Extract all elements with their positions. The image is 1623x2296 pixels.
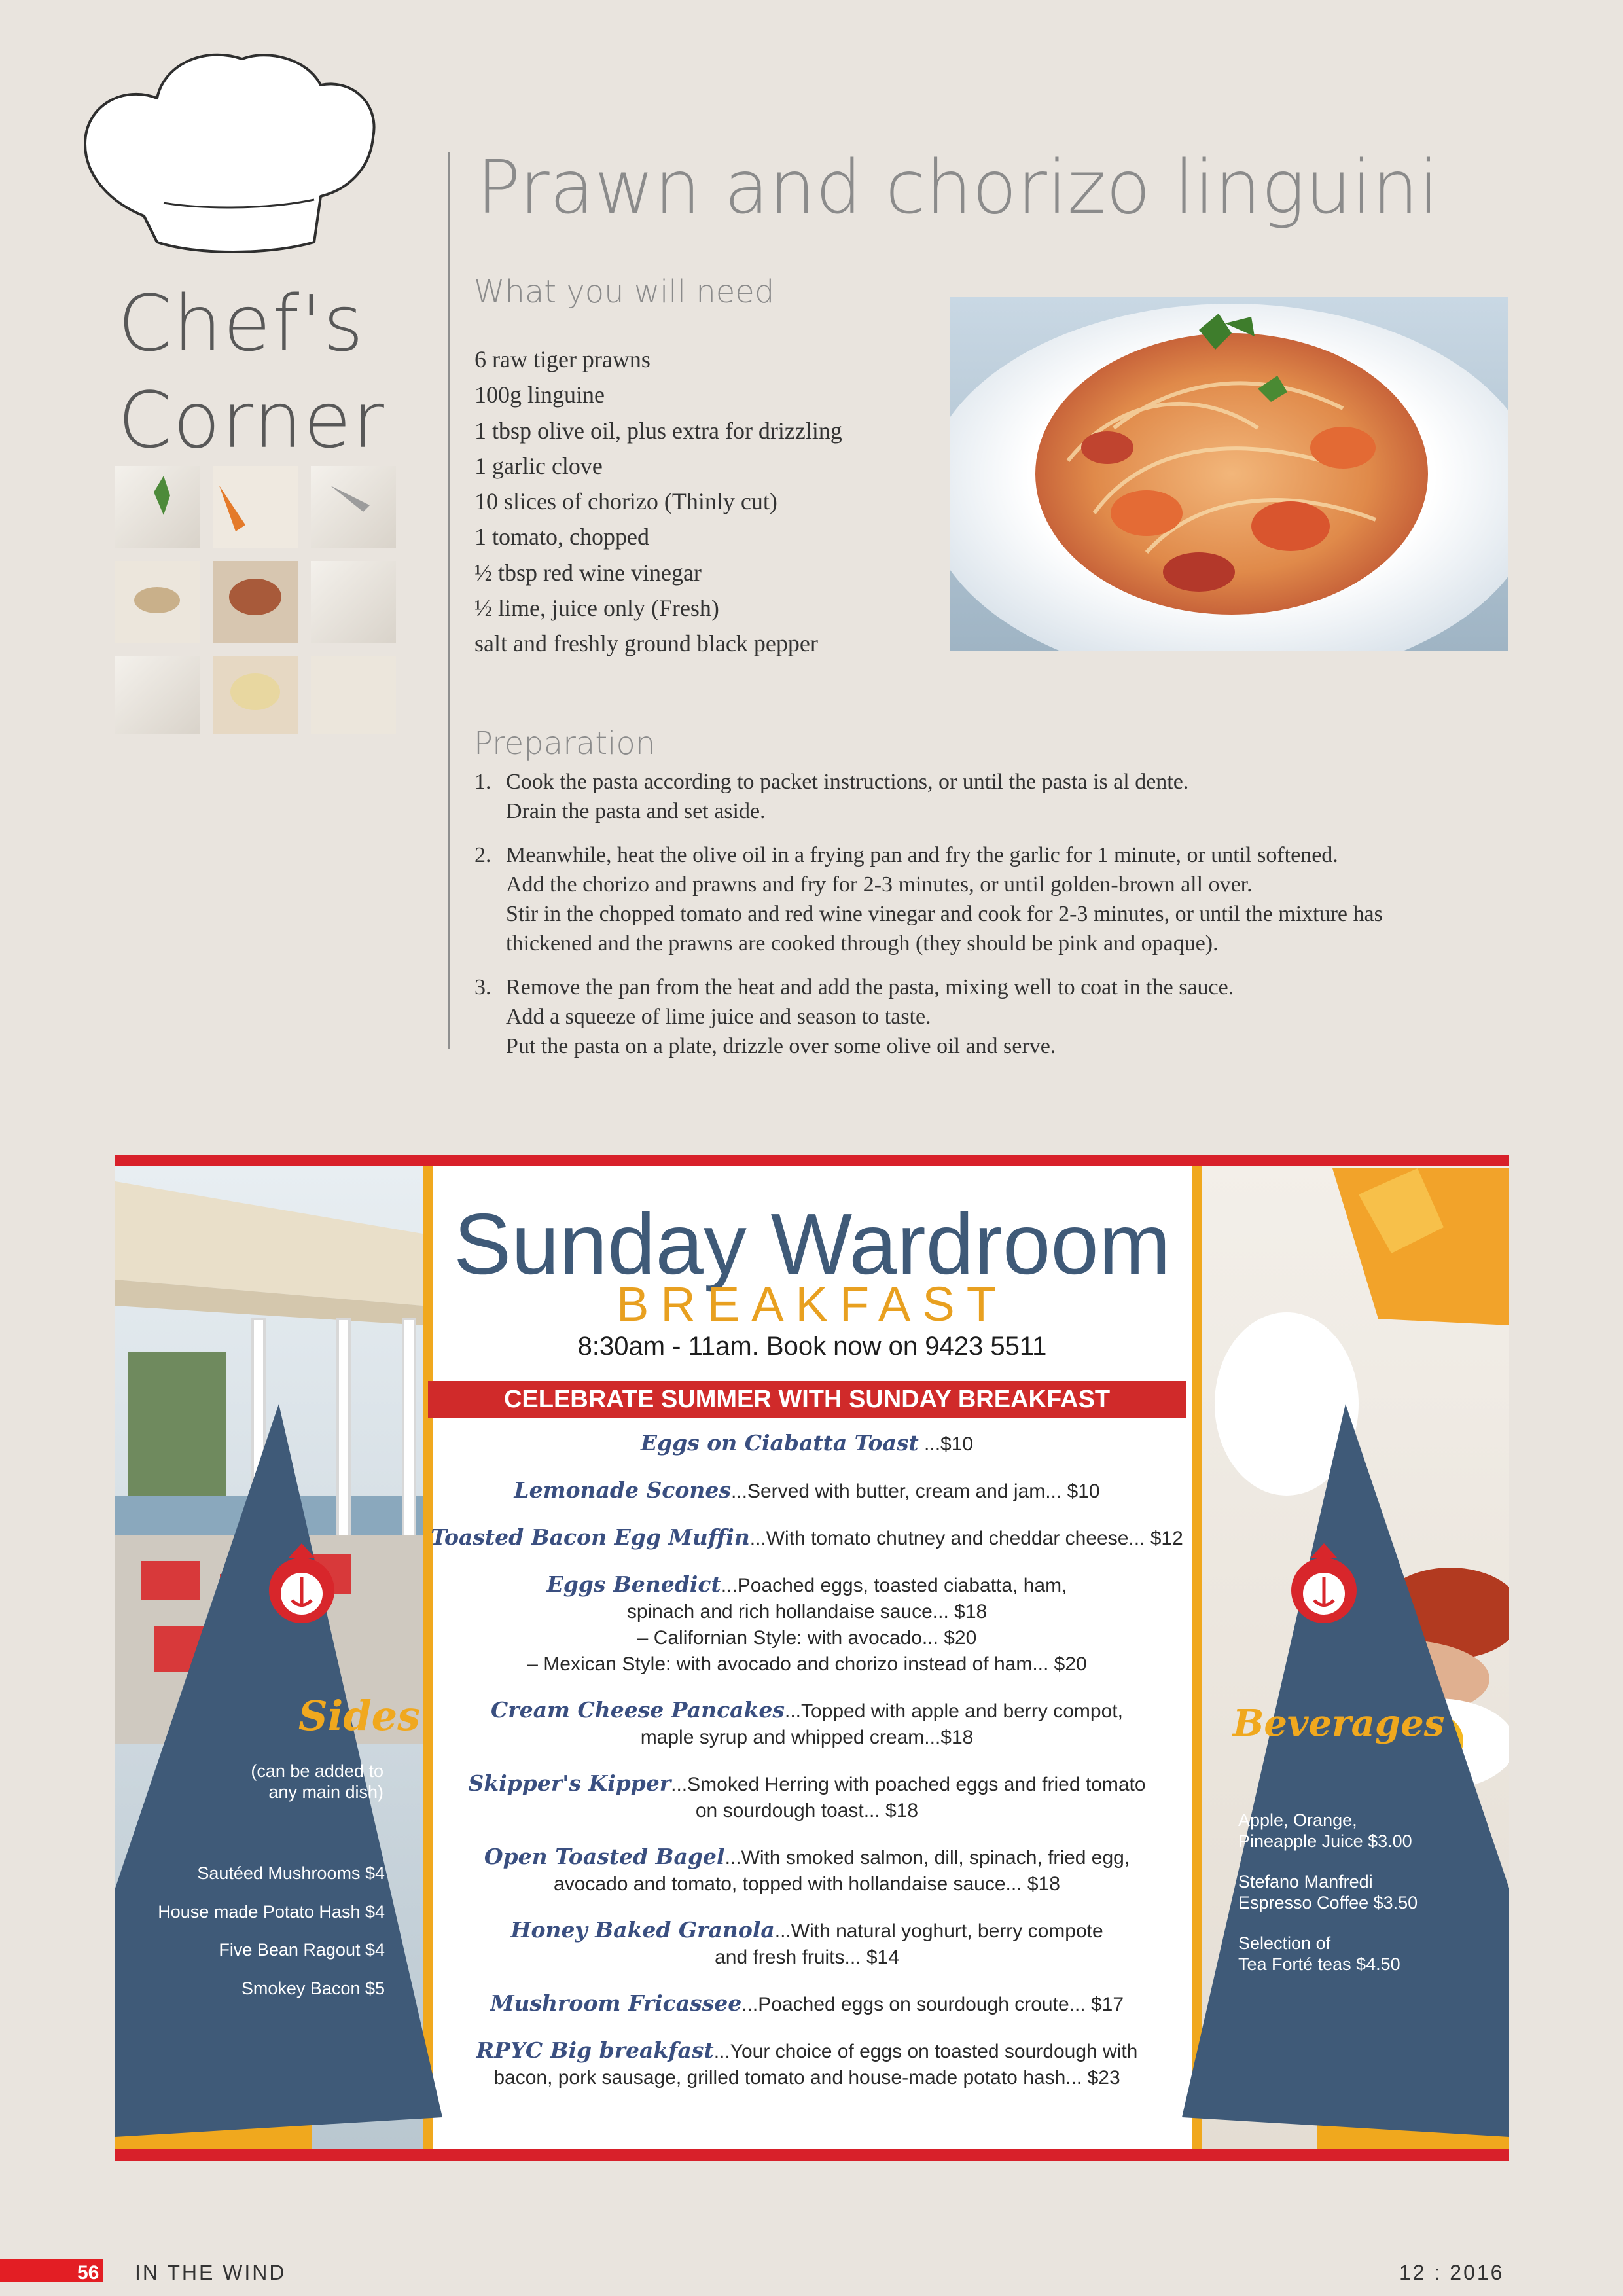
side-item: Sautéed Mushrooms $4 [197, 1863, 385, 1883]
dish-detail: ...With smoked salmon, dill, spinach, fried egg, [724, 1847, 1130, 1869]
sides-list [115, 1854, 385, 2007]
preparation-heading: Preparation [474, 725, 656, 762]
dish-detail: ...With natural yoghurt, berry compote [774, 1920, 1103, 1942]
preparation-steps [474, 767, 1495, 1075]
vertical-divider [448, 152, 450, 1049]
menu-item [428, 2037, 1186, 2091]
dish-detail: ...Smoked Herring with poached eggs and fried tomato [671, 1774, 1146, 1795]
beverage-line: Apple, Orange, [1238, 1810, 1357, 1830]
dish-detail: – Californian Style: with avocado... $20 [637, 1627, 977, 1649]
magazine-name: IN THE WIND [135, 2261, 287, 2284]
sides-heading: Sides [298, 1692, 421, 1740]
step-line: Meanwhile, heat the olive oil in a frying pan and fry the garlic for 1 minute, or until softened. [506, 843, 1338, 867]
step-number: 1. [474, 770, 491, 794]
beverage-item [1238, 1933, 1461, 1975]
menu-item [428, 1770, 1186, 1824]
dish-name: Lemonade Scones [514, 1477, 731, 1503]
dish-detail: ...With tomato chutney and cheddar cheese... $12 [749, 1528, 1183, 1549]
step-number: 2. [474, 843, 491, 867]
dish-detail: on sourdough toast... $18 [695, 1800, 919, 1821]
ingredients-list [474, 342, 842, 662]
beverage-line: Espresso Coffee $3.50 [1238, 1893, 1418, 1912]
menu-item [428, 1524, 1186, 1552]
step-line: Cook the pasta according to packet instructions, or until the pasta is al dente. [506, 770, 1189, 794]
ingredients-heading: What you will need [474, 274, 775, 310]
ingredient-item: 6 raw tiger prawns [474, 346, 651, 372]
side-item: Five Bean Ragout $4 [219, 1940, 385, 1960]
step-line: Add the chorizo and prawns and fry for 2-3 minutes, or until golden-brown all over. [506, 872, 1253, 897]
page-number: 56 [77, 2262, 99, 2284]
menu-item [428, 1571, 1186, 1677]
beverages-list [1238, 1810, 1461, 1994]
beverage-line: Tea Forté teas $4.50 [1238, 1954, 1400, 1974]
step-line: Put the pasta on a plate, drizzle over some olive oil and serve. [506, 1034, 1056, 1058]
menu-item [428, 1844, 1186, 1897]
menu-item [428, 1477, 1186, 1505]
menu-item [428, 1697, 1186, 1751]
ad-top-bar [115, 1155, 1509, 1166]
dish-detail: spinach and rich hollandaise sauce... $18 [626, 1601, 988, 1623]
ingredient-item: 100g linguine [474, 382, 605, 408]
ad-bottom-bar [115, 2149, 1509, 2161]
beverages-heading: Beverages [1233, 1702, 1445, 1745]
side-item: House made Potato Hash $4 [158, 1901, 385, 1922]
menu-item [428, 1430, 1186, 1458]
ad-subtitle: BREAKFAST [616, 1277, 1008, 1331]
preparation-step [474, 973, 1495, 1061]
step-number: 3. [474, 975, 491, 999]
ingredient-item: ½ lime, juice only (Fresh) [474, 595, 719, 622]
menu-item [428, 1917, 1186, 1971]
food-collage-image [115, 466, 397, 734]
pasta-dish-photo [950, 297, 1508, 651]
menu-item [428, 1990, 1186, 2018]
step-line: Drain the pasta and set aside. [506, 799, 766, 823]
dish-name: Eggs on Ciabatta Toast [640, 1430, 919, 1456]
step-line: Add a squeeze of lime juice and season to taste. [506, 1005, 931, 1029]
breakfast-advertisement [115, 1155, 1509, 2161]
step-line: thickened and the prawns are cooked through (they should be pink and opaque). [506, 931, 1219, 956]
issue-date: 12 : 2016 [1399, 2261, 1505, 2284]
beverage-item [1238, 1810, 1461, 1852]
beverage-item [1238, 1871, 1461, 1913]
promo-banner: CELEBRATE SUMMER WITH SUNDAY BREAKFAST [428, 1381, 1186, 1418]
dish-detail: and fresh fruits... $14 [715, 1946, 899, 1968]
dish-detail: ...Poached eggs on sourdough croute... $17 [741, 1994, 1124, 2015]
dish-name: Honey Baked Granola [510, 1917, 775, 1943]
dish-name: Open Toasted Bagel [484, 1844, 725, 1869]
beverage-line: Pineapple Juice $3.00 [1238, 1831, 1412, 1851]
dish-name: Mushroom Fricassee [490, 1990, 742, 2016]
dish-name: Skipper's Kipper [468, 1770, 671, 1796]
ingredient-item: ½ tbsp red wine vinegar [474, 559, 702, 586]
chef-hat-icon [72, 46, 386, 262]
ingredient-item: 1 tbsp olive oil, plus extra for drizzling [474, 417, 842, 444]
dish-detail: ...Topped with apple and berry compot, [784, 1700, 1123, 1722]
ingredient-item: salt and freshly ground black pepper [474, 630, 818, 657]
dish-name: RPYC Big breakfast [476, 2037, 714, 2063]
dish-detail: bacon, pork sausage, grilled tomato and house-made potato hash... $23 [493, 2067, 1120, 2089]
side-item: Smokey Bacon $5 [241, 1978, 385, 1998]
booking-info: 8:30am - 11am. Book now on 9423 5511 [577, 1332, 1047, 1361]
step-line: Remove the pan from the heat and add the pasta, mixing well to coat in the sauce. [506, 975, 1234, 999]
beverage-line: Selection of [1238, 1933, 1331, 1953]
chefs-corner-line1: Chef's [118, 278, 365, 368]
dish-detail: ...Your choice of eggs on toasted sourdough with [713, 2041, 1138, 2062]
dish-detail: ...Served with butter, cream and jam... $10 [730, 1480, 1100, 1502]
dish-detail: ...$10 [918, 1433, 974, 1455]
preparation-step [474, 767, 1495, 826]
ingredient-item: 1 tomato, chopped [474, 524, 649, 550]
sides-note: (can be added to any main dish) [251, 1761, 383, 1802]
dish-name: Toasted Bacon Egg Muffin [431, 1524, 750, 1550]
breakfast-menu [428, 1430, 1186, 2111]
preparation-step [474, 840, 1495, 958]
ingredient-item: 10 slices of chorizo (Thinly cut) [474, 488, 777, 515]
dish-detail: avocado and tomato, topped with hollandaise sauce... $18 [554, 1873, 1060, 1895]
dish-detail: ...Poached eggs, toasted ciabatta, ham, [721, 1575, 1067, 1596]
chefs-corner-title [118, 275, 419, 469]
chefs-corner-line2: Corner [118, 375, 385, 465]
ingredient-item: 1 garlic clove [474, 452, 603, 479]
dish-detail: – Mexican Style: with avocado and chorizo instead of ham... $20 [527, 1653, 1087, 1675]
dish-name: Eggs Benedict [546, 1571, 721, 1597]
dish-name: Cream Cheese Pancakes [491, 1697, 785, 1723]
step-line: Stir in the chopped tomato and red wine vinegar and cook for 2-3 minutes, or until the mixture has [506, 902, 1383, 926]
beverage-line: Stefano Manfredi [1238, 1872, 1373, 1892]
dish-detail: maple syrup and whipped cream...$18 [640, 1727, 974, 1748]
recipe-title: Prawn and chorizo linguini [476, 145, 1439, 230]
ad-title: Sunday Wardroom [454, 1196, 1171, 1292]
